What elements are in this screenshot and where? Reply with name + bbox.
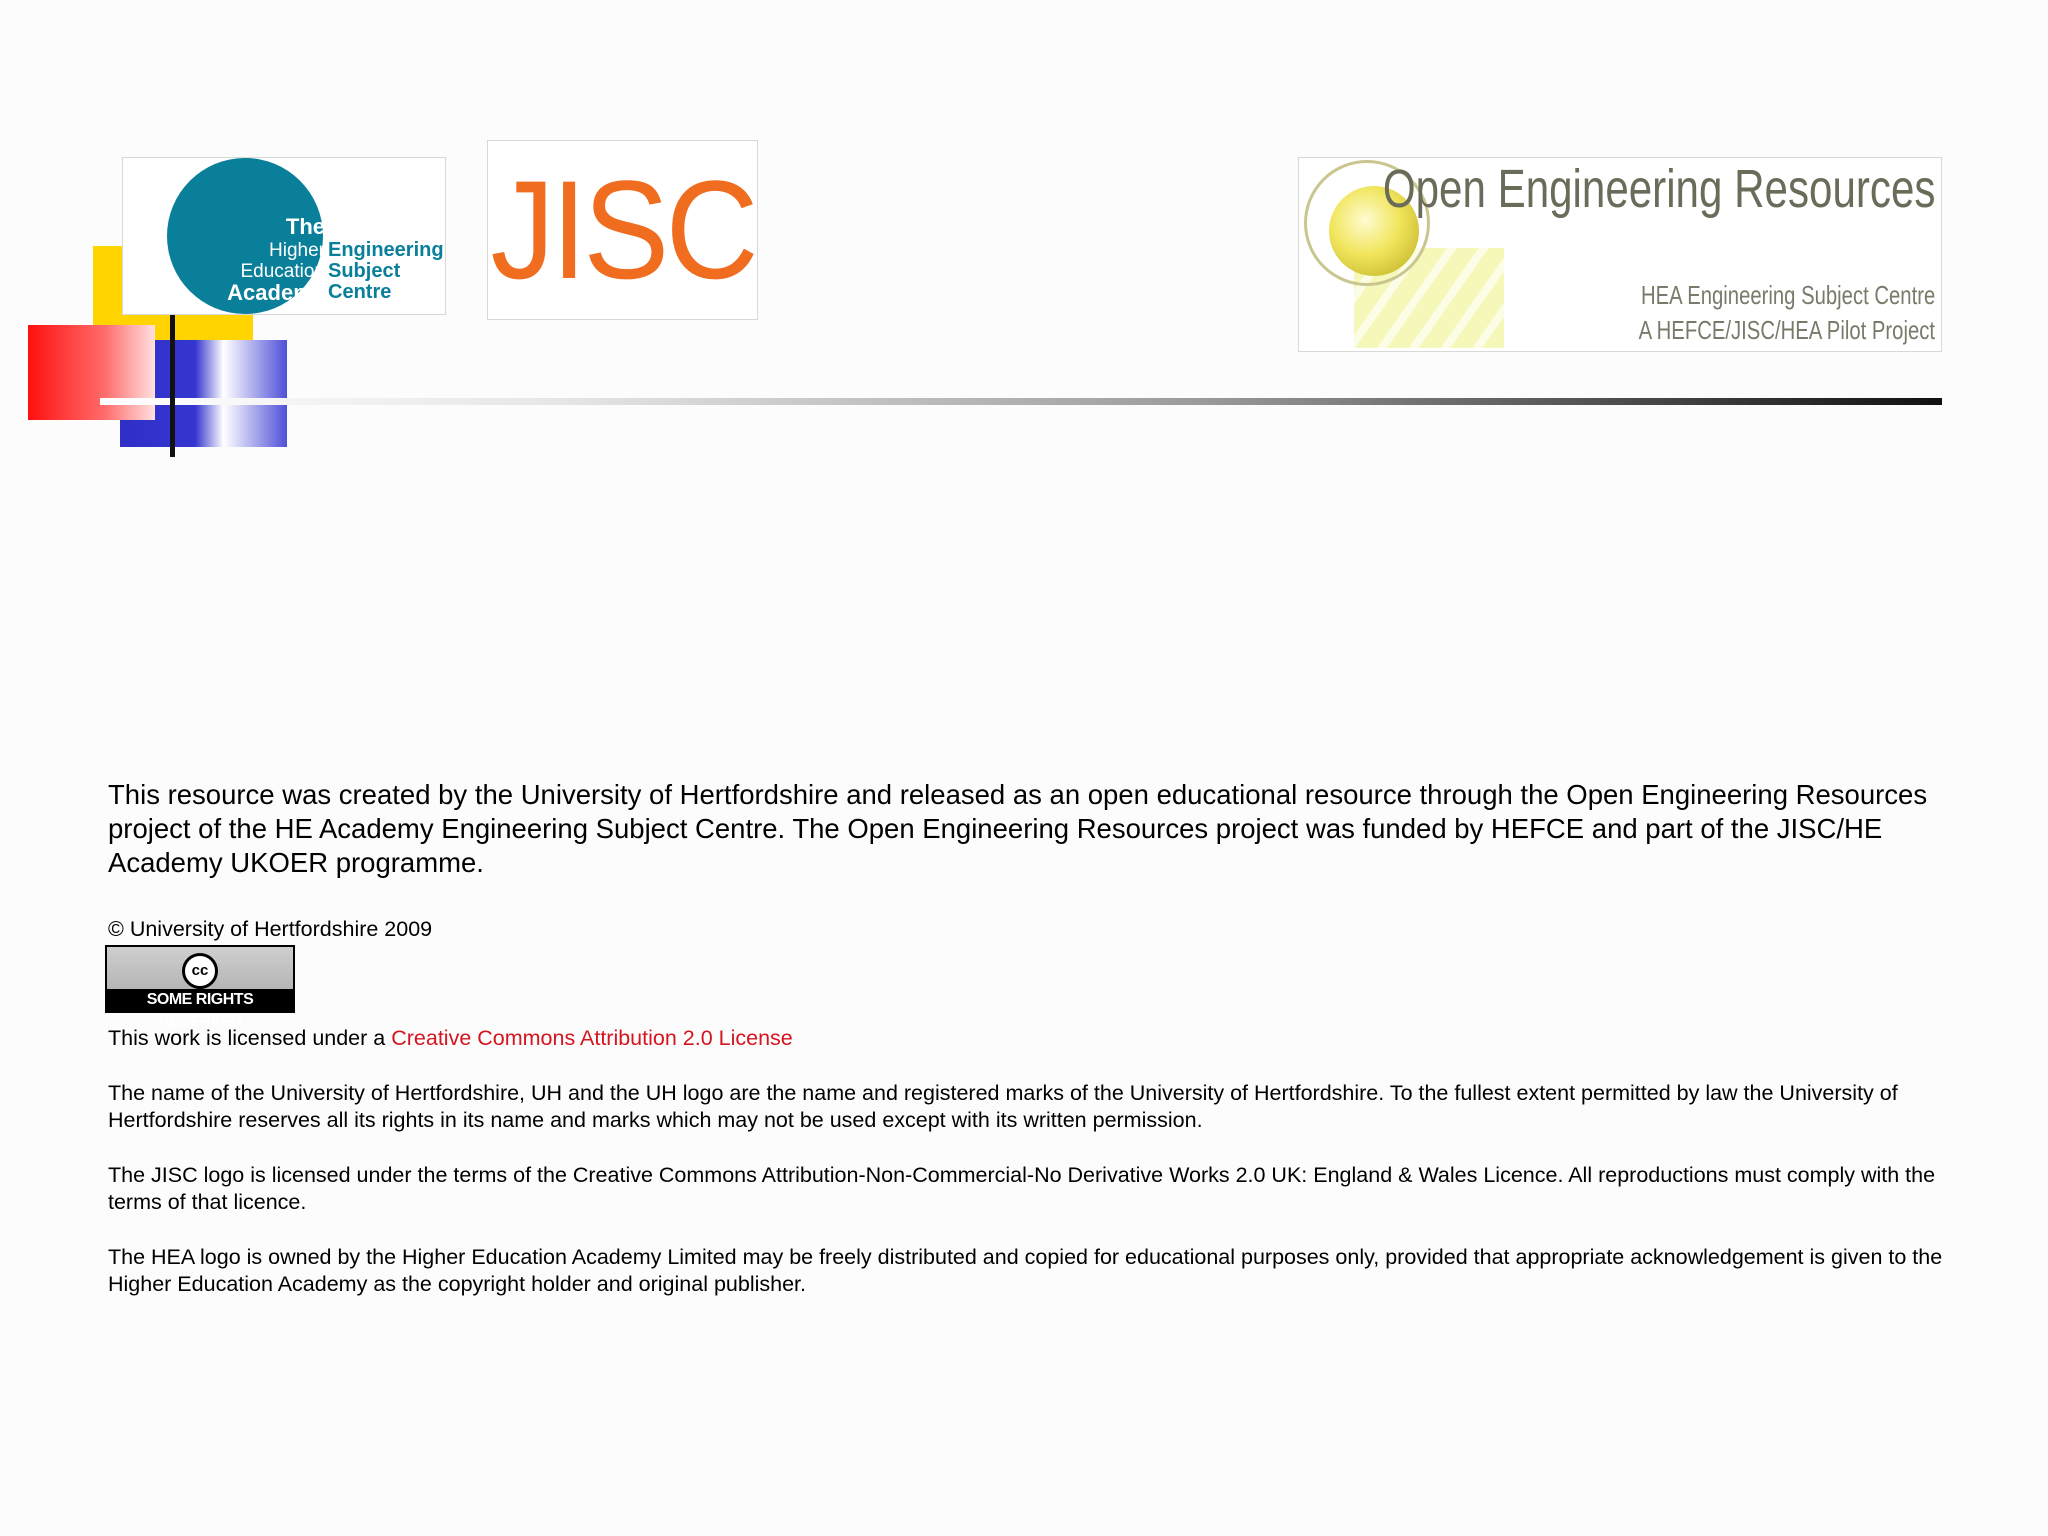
oer-logo-subtitle-1: HEA Engineering Subject Centre	[1640, 280, 1935, 310]
jisc-logo	[487, 140, 758, 320]
oer-logo-title: Open Engineering Resources	[1382, 159, 1935, 219]
license-prefix: This work is licensed under a	[108, 1026, 392, 1050]
jisc-logo-text: JISC	[490, 151, 755, 308]
cc-badge[interactable]	[105, 945, 295, 1030]
license-line	[108, 1025, 1978, 1052]
intro-paragraph: This resource was created by the University of Hertfordshire and released as an open educational resource through the Open Engineering Resources project of the HE Academy Engineering Subject Centre. The Open Engineering Resources project was funded by HEFCE and part of the JISC/HE Academy UKOER programme.	[108, 779, 1928, 878]
oer-logo-subtitle-2: A HEFCE/JISC/HEA Pilot Project	[1638, 315, 1935, 345]
license-link[interactable]: Creative Commons Attribution 2.0 License	[391, 1026, 793, 1050]
hea-logo-line4: Academy	[227, 280, 325, 305]
cc-badge-label: SOME RIGHTS RESERVED	[107, 989, 293, 1011]
oer-logo	[1298, 157, 1942, 352]
hea-logo-right2: Subject	[328, 260, 401, 282]
decor-horizontal-rule	[100, 398, 1942, 405]
copyright-notice: © University of Hertfordshire 2009	[108, 917, 433, 941]
decor-red-block	[28, 325, 155, 420]
cc-icon: cc	[182, 953, 218, 989]
hea-logo-line3: Education	[240, 261, 325, 282]
hea-logo-line2: Higher	[269, 240, 325, 261]
notice-hea: The HEA logo is owned by the Higher Education Academy Limited may be freely distributed and copied for educational purposes only, provided that appropriate acknowledgement is given to the Higher Education Academy as the copyright holder and original publisher.	[108, 1245, 1943, 1296]
hea-logo-line1: The	[285, 214, 325, 239]
decor-vertical-rule	[170, 312, 175, 457]
notice-uh: The name of the University of Hertfordshire, UH and the UH logo are the name and registered marks of the University of Hertfordshire. To the fullest extent permitted by law the University of Hertfordshire reserves all its rights in its name and marks which may not be used except with its written permission.	[108, 1081, 1898, 1132]
hea-logo-right1: Engineering	[328, 239, 444, 261]
hea-logo	[122, 157, 446, 315]
hea-logo-subject-centre	[328, 240, 444, 303]
notice-jisc: The JISC logo is licensed under the terms of the Creative Commons Attribution-Non-Commercial-No Derivative Works 2.0 UK: England & Wales Licence. All reproductions must comply with the terms of that licence.	[108, 1163, 1936, 1214]
hea-logo-right3: Centre	[328, 281, 392, 303]
